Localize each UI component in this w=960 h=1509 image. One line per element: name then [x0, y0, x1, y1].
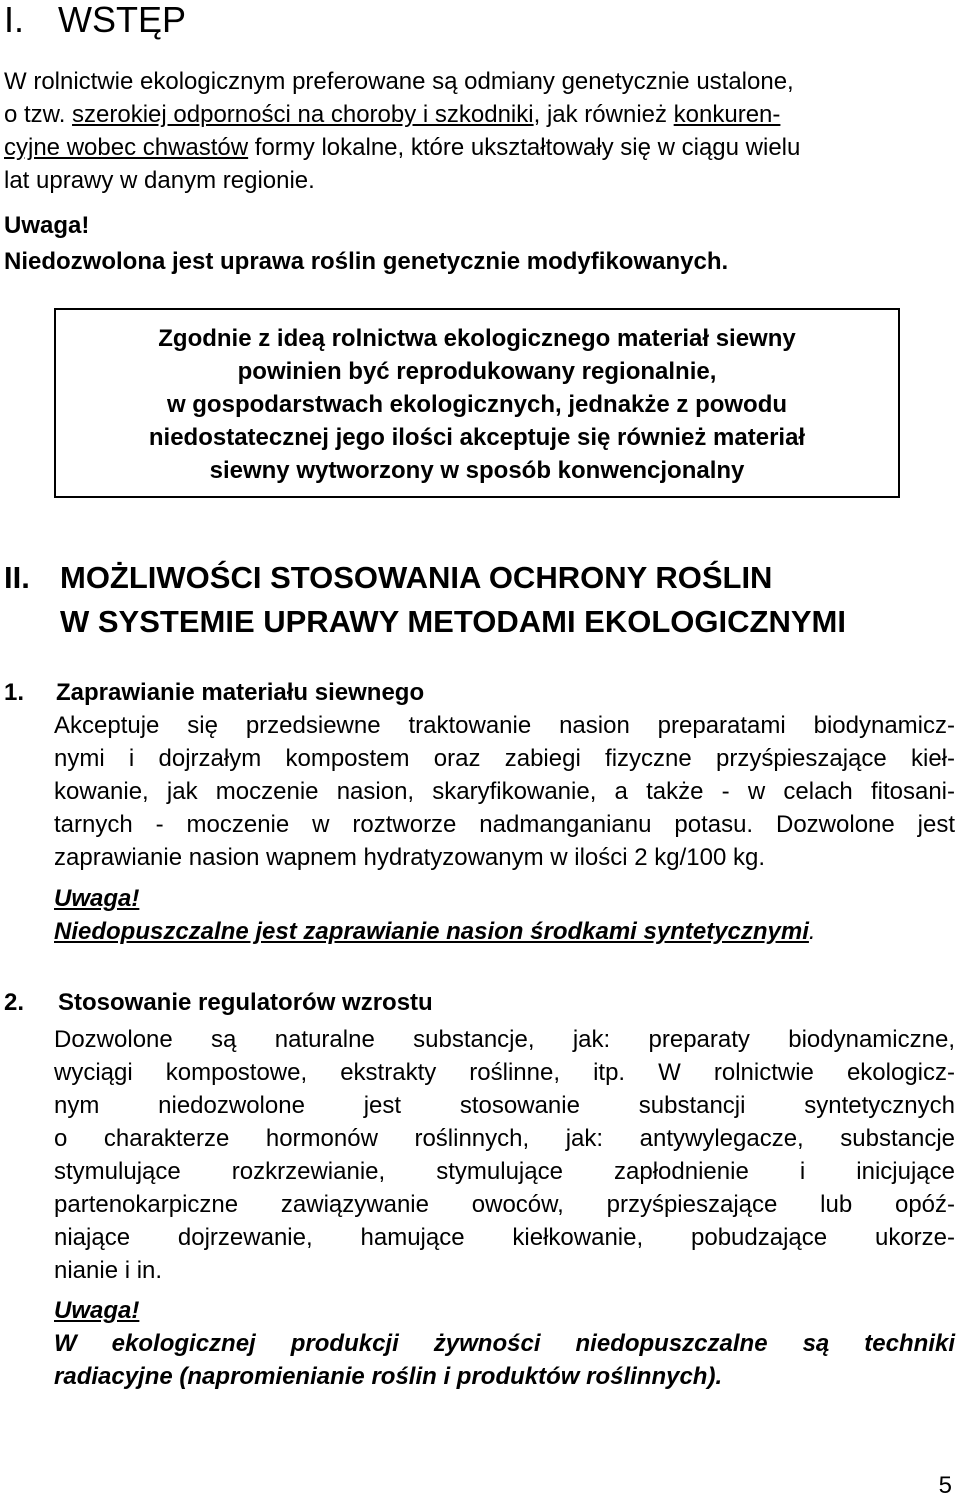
boxed-note-line: powinien być reprodukowany regionalnie,: [237, 358, 717, 385]
subsection-1-warning-text: Niedopuszczalne jest zaprawianie nasion środkami syntetycznymi: [54, 918, 809, 945]
subsection-2-warning-line: radiacyjne (napromienianie roślin i produktów roślinnych).: [54, 1363, 723, 1390]
warning-label: Uwaga!: [4, 212, 90, 239]
section-1-heading: [4, 0, 186, 40]
subsection-1-warning-period: .: [808, 918, 816, 945]
intro-text: o tzw.: [4, 101, 73, 128]
subsection-1-line: tarnych - moczenie w roztworze nadmanganianu potasu. Dozwolone jest: [54, 811, 955, 838]
subsection-1-warning-label: Uwaga!: [54, 885, 140, 912]
boxed-note-line: Zgodnie z ideą rolnictwa ekologicznego materiał siewny: [158, 325, 796, 352]
section-2-number: II.: [4, 560, 30, 595]
section-2-title-line-2: W SYSTEMIE UPRAWY METODAMI EKOLOGICZNYMI: [60, 604, 846, 639]
subsection-2-line: partenokarpiczne zawiązywanie owoców, przyśpieszające lub opóź-: [54, 1191, 955, 1218]
subsection-1-line: zaprawianie nasion wapnem hydratyzowanym w ilości 2 kg/100 kg.: [54, 844, 766, 871]
intro-text: , jak również: [533, 101, 674, 128]
intro-line-1: W rolnictwie ekologicznym preferowane są odmiany genetycznie ustalone,: [4, 68, 794, 95]
subsection-2-line: stymulujące rozkrzewianie, stymulujące zapłodnienie i inicjujące: [54, 1158, 955, 1185]
subsection-1-warning: [54, 916, 816, 949]
subsection-2-title: Stosowanie regulatorów wzrostu: [58, 989, 433, 1016]
page-number: 5: [938, 1472, 952, 1499]
subsection-1-line: nymi i dojrzałym kompostem oraz zabiegi fizyczne przyśpieszające kieł-: [54, 745, 955, 772]
subsection-2-line: nianie i in.: [54, 1257, 163, 1284]
intro-line-2: [4, 99, 780, 132]
intro-underlined-text: cyjne wobec chwastów: [4, 134, 249, 161]
section-1-number: I.: [4, 0, 25, 40]
intro-text: formy lokalne, które ukształtowały się w ciągu wielu: [248, 134, 801, 161]
warning-text: Niedozwolona jest uprawa roślin genetycznie modyfikowanych.: [4, 248, 729, 275]
subsection-1-number: 1.: [4, 679, 25, 706]
subsection-1-line: Akceptuje się przedsiewne traktowanie nasion preparatami biodynamicz-: [54, 712, 955, 739]
boxed-note-line: siewny wytworzony w sposób konwencjonalny: [209, 457, 745, 484]
section-2-title-line-1: MOŻLIWOŚCI STOSOWANIA OCHRONY ROŚLIN: [60, 560, 773, 595]
subsection-2-line: Dozwolone są naturalne substancje, jak: preparaty biodynamiczne,: [54, 1026, 955, 1053]
subsection-2-line: niające dojrzewanie, hamujące kiełkowanie, pobudzające ukorze-: [54, 1224, 955, 1251]
subsection-1-line: kowanie, jak moczenie nasion, skaryfikowanie, a także - w celach fitosani-: [54, 778, 955, 805]
subsection-2-number: 2.: [4, 989, 25, 1016]
boxed-note-line: niedostatecznej jego ilości akceptuje się również materiał: [148, 424, 806, 451]
subsection-2-line: o charakterze hormonów roślinnych, jak: antywylegacze, substancje: [54, 1125, 955, 1152]
boxed-note: [54, 308, 900, 498]
boxed-note-line: w gospodarstwach ekologicznych, jednakże z powodu: [166, 391, 788, 418]
subsection-1-title: Zaprawianie materiału siewnego: [56, 679, 425, 706]
intro-underlined-text: szerokiej odporności na choroby i szkodniki: [72, 101, 534, 128]
intro-line-4: lat uprawy w danym regionie.: [4, 167, 315, 194]
section-1-title: WSTĘP: [58, 0, 187, 40]
intro-underlined-text: konkuren-: [673, 101, 781, 128]
subsection-2-warning-label: Uwaga!: [54, 1297, 140, 1324]
intro-line-3: [4, 132, 800, 165]
subsection-2-line: wyciągi kompostowe, ekstrakty roślinne, itp. W rolnictwie ekologicz-: [54, 1059, 955, 1086]
subsection-2-warning-line: W ekologicznej produkcji żywności niedopuszczalne są techniki: [54, 1330, 955, 1357]
subsection-2-line: nym niedozwolone jest stosowanie substancji syntetycznych: [54, 1092, 955, 1119]
